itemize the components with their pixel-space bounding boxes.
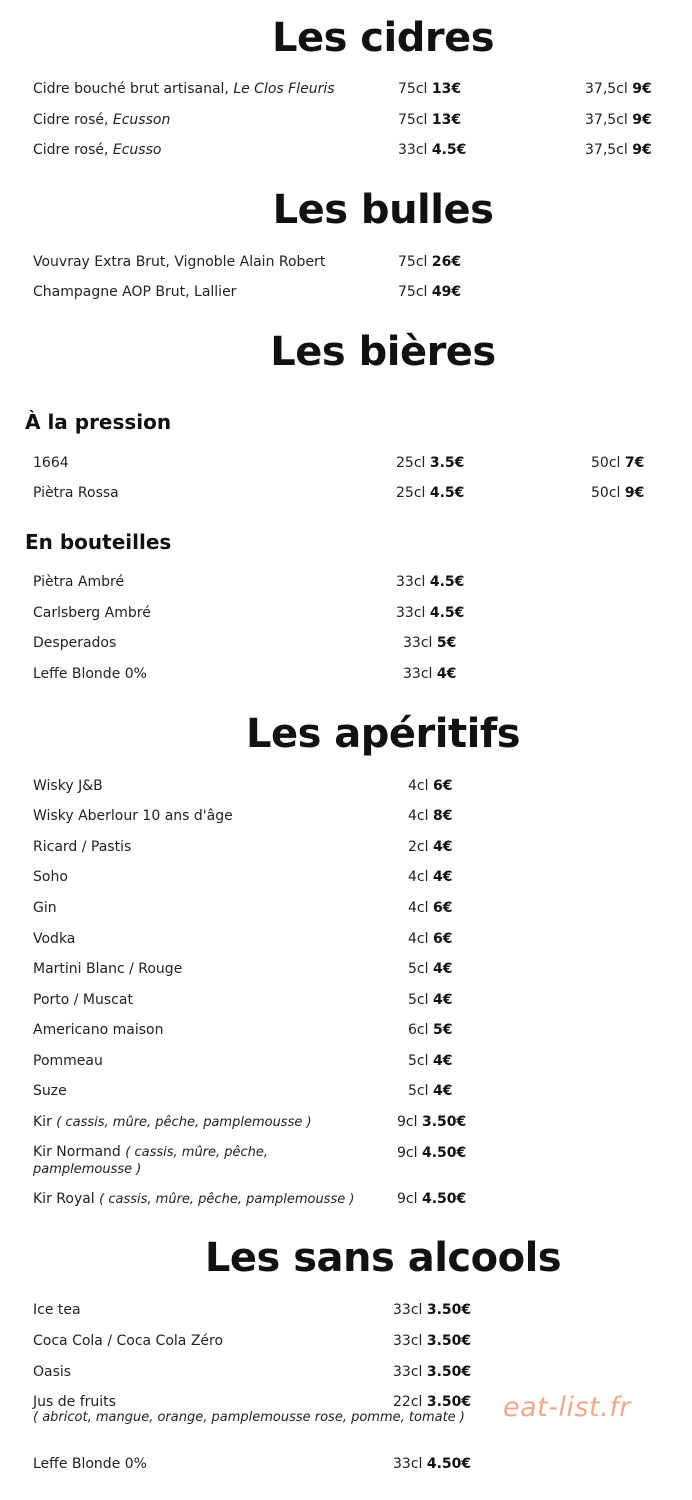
menu-item-price-1: 22cl 3.50€ (393, 1394, 472, 1410)
menu-item-price-1: 33cl 4.5€ (396, 574, 465, 590)
menu-item-name: Coca Cola / Coca Cola Zéro (33, 1333, 224, 1349)
menu-item-price-1: 5cl 4€ (408, 961, 453, 977)
menu-item-name: Piètra Ambré (33, 574, 125, 590)
menu-item-price-1: 75cl 49€ (398, 284, 462, 300)
menu-item-price-1: 33cl 4.50€ (393, 1456, 472, 1472)
menu-item-price-1: 5cl 4€ (408, 1083, 453, 1099)
section-title-sans-alcools: Les sans alcools (204, 1235, 562, 1281)
menu-item-name: Pommeau (33, 1053, 103, 1069)
watermark-logo: eat-list.fr (503, 1392, 631, 1423)
menu-item-price-1: 4cl 6€ (408, 931, 453, 947)
menu-item-name: Martini Blanc / Rouge (33, 961, 183, 977)
menu-item-price-1: 9cl 3.50€ (397, 1114, 467, 1130)
menu-item-name: Vouvray Extra Brut, Vignoble Alain Robert (33, 254, 326, 270)
menu-item-price-1: 4cl 6€ (408, 900, 453, 916)
menu-item-name: Wisky J&B (33, 778, 103, 794)
menu-item-price-1: 25cl 3.5€ (396, 455, 465, 471)
menu-item-price-1: 9cl 4.50€ (397, 1191, 467, 1207)
menu-item-name: Gin (33, 900, 57, 916)
menu-item-price-1: 75cl 26€ (398, 254, 462, 270)
menu-item-price-1: 75cl 13€ (398, 112, 462, 128)
section-title-bieres: Les bières (270, 329, 496, 375)
menu-item-price-1: 5cl 4€ (408, 1053, 453, 1069)
menu-item-price-1: 25cl 4.5€ (396, 485, 465, 501)
menu-item-price-1: 33cl 4.5€ (396, 605, 465, 621)
menu-item-name: Champagne AOP Brut, Lallier (33, 284, 237, 300)
menu-item-name: Vodka (33, 931, 76, 947)
menu-item-name: Jus de fruits (33, 1394, 116, 1410)
menu-item-price-1: 9cl 4.50€ (397, 1145, 467, 1161)
menu-item-price-1: 33cl 3.50€ (393, 1364, 472, 1380)
menu-item-name: Leffe Blonde 0% (33, 1456, 147, 1472)
menu-item-name: Cidre rosé, Ecusson (33, 112, 171, 128)
menu-item-name: Kir Royal ( cassis, mûre, pêche, pamplemousse ) (33, 1191, 355, 1207)
menu-item-price-1: 33cl 5€ (403, 635, 457, 651)
menu-item-name: Cidre bouché brut artisanal, Le Clos Fleuris (33, 81, 335, 97)
menu-item-price-1: 5cl 4€ (408, 992, 453, 1008)
menu-item-name: 1664 (33, 455, 69, 471)
menu-item-price-2: 50cl 7€ (591, 455, 645, 471)
menu-item-price-1: 33cl 3.50€ (393, 1302, 472, 1318)
menu-item-name: Oasis (33, 1364, 72, 1380)
menu-item-price-1: 4cl 4€ (408, 869, 453, 885)
subsection-title-pression: À la pression (25, 410, 172, 434)
menu-item-price-1: 2cl 4€ (408, 839, 453, 855)
menu-item-price-2: 37,5cl 9€ (585, 142, 652, 158)
menu-item-name: Desperados (33, 635, 117, 651)
section-title-aperitifs: Les apéritifs (245, 711, 521, 757)
menu-item-name: Carlsberg Ambré (33, 605, 151, 621)
menu-item-name: Cidre rosé, Ecusso (33, 142, 162, 158)
menu-item-price-2: 37,5cl 9€ (585, 81, 652, 97)
menu-item-name: Soho (33, 869, 68, 885)
menu-item-name: Porto / Muscat (33, 992, 133, 1008)
menu-item-name: Ice tea (33, 1302, 81, 1318)
menu-item-price-1: 33cl 4.5€ (398, 142, 467, 158)
menu-item-price-1: 4cl 8€ (408, 808, 453, 824)
section-title-cidres: Les cidres (271, 15, 495, 61)
menu-item-name: Suze (33, 1083, 67, 1099)
menu-item-price-2: 50cl 9€ (591, 485, 645, 501)
menu-item-name: Piètra Rossa (33, 485, 119, 501)
menu-item-price-1: 4cl 6€ (408, 778, 453, 794)
menu-item-name: Ricard / Pastis (33, 839, 132, 855)
menu-item-price-2: 37,5cl 9€ (585, 112, 652, 128)
menu-item-detail: ( abricot, mangue, orange, pamplemousse rose, pomme, tomate ) (33, 1410, 465, 1425)
menu-item-price-1: 75cl 13€ (398, 81, 462, 97)
subsection-title-bouteilles: En bouteilles (25, 530, 172, 554)
menu-item-name: Kir Normand ( cassis, mûre, pêche, pamplemousse ) (33, 1144, 269, 1177)
menu-item-price-1: 6cl 5€ (408, 1022, 453, 1038)
menu-item-name: Wisky Aberlour 10 ans d'âge (33, 808, 233, 824)
menu-item-name: Leffe Blonde 0% (33, 666, 147, 682)
menu-item-price-1: 33cl 4€ (403, 666, 457, 682)
menu-item-name: Americano maison (33, 1022, 164, 1038)
section-title-bulles: Les bulles (272, 187, 494, 233)
menu-item-price-1: 33cl 3.50€ (393, 1333, 472, 1349)
menu-item-name: Kir ( cassis, mûre, pêche, pamplemousse ) (33, 1114, 312, 1130)
